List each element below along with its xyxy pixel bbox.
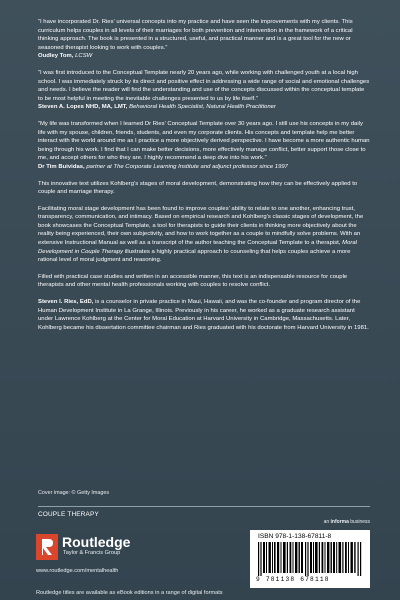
- informa-tagline: an informa business: [323, 519, 370, 525]
- author-bio: Steven I. Ries, EdD, is a counselor in private practice in Maui, Hawaii, and was the co-founder and program director of the Human Development Institute in La Grange, Illinois. Previously in his career, he worked as a graduate research assistant under Lawrence Kohlberg at the Center for Moral Education at Harvard University in Cambridge, Massachusetts. Later, Kohlberg became his dissertation committee chairman and Ries graduated with his doctorate from Harvard University in 1981.: [38, 299, 369, 331]
- testimonial-text: “I have incorporated Dr. Ries’ universal concepts into my practice and have seen the improvements with my clients. This curriculum helps couples in all levels of their marriages for both prevention and intervention in the framework of a critical thinking approach. The book is presented in a structured, useful, and practical manner and is a great tool for the new or seasoned therapist looking to work with couples.”: [38, 19, 353, 51]
- testimonial-attribution: Dr Tim Buividas, partner at The Corporate Learning Institute and adjunct professor since 1997: [38, 163, 288, 170]
- description-intro: This innovative text utilizes Kohlberg’s stages of moral development, demonstrating how they can be effectively applied to couple and marriage therapy.: [38, 180, 358, 196]
- testimonial-2: [38, 69, 370, 112]
- publisher-footer: [30, 526, 370, 596]
- publisher-logo: [36, 532, 196, 568]
- barcode-icon: [258, 542, 362, 576]
- book-title: Moral Development in Couple Therapy: [38, 240, 358, 255]
- divider: [38, 506, 370, 507]
- publisher-name: Routledge: [62, 534, 131, 550]
- testimonial-1: [38, 18, 370, 61]
- publisher-group: Taylor & Francis Group: [63, 550, 121, 556]
- testimonial-text: “My life was transformed when I learned Dr Ries’ Conceptual Template over 30 years ago. I still use his concepts in my daily life with my spouse, children, friends, students, and even my corporate clients. His concepts and template help me better interact with the world around me as I practice a more objectively derived perspective. I have become a more authentic human being through his work. I find that I can make better decisions, more effectively manage conflict, better support those close to me, and accept others for who they are. I highly recommend a deep dive into his work.”: [38, 120, 370, 162]
- ebook-note: Routledge titles are available as eBook editions in a range of digital formats: [36, 590, 223, 596]
- testimonial-attribution: Steven A. Lopes NHD, MA, LMT, Behavioral Health Specialist, Natural Health Practitioner: [38, 104, 276, 111]
- routledge-logo-icon: [36, 534, 58, 560]
- publisher-url[interactable]: www.routledge.com/mentalhealth: [36, 568, 119, 574]
- isbn-number: ISBN 978-1-138-67811-8: [258, 533, 332, 540]
- cover-image-credit: Cover image: © Getty Images: [38, 490, 110, 496]
- description-closing: Filled with practical case studies and written in an accessible manner, this text is an indispensable resource for couple therapists and other mental health professionals working with couples to resolve conflict.: [38, 273, 348, 289]
- subject-category: COUPLE THERAPY: [38, 511, 99, 518]
- isbn-barcode: [250, 530, 370, 588]
- barcode-digits: 9 781138 678118: [256, 576, 330, 583]
- description-body: Facilitating moral stage development has been found to improve couples’ ability to relate to one another, enhancing trust, transparency, communication, and intimacy. Based on empirical research and Kohlberg’s classic stages of development, the book showcases the Conceptual Template, a tool for therapists to guide their clients in thinking more objectively about the reality being experienced, their own subjectivity, and how to work together as a couple to mindfully solve problems. With an extensive Instructional Manual as well as a transcript of the author teaching the Conceptual Template to a therapist, Moral Development in Couple Therapy illustrates a highly practical approach to counseling that helps couples achieve a more rational level of moral judgment and reasoning.: [38, 205, 364, 264]
- testimonial-attribution: Oudley Tom, LCSW: [38, 53, 93, 60]
- testimonial-3: [38, 120, 370, 172]
- cover-text: [38, 18, 370, 340]
- testimonial-text: “I was first introduced to the Conceptual Template nearly 20 years ago, while working with challenged youth at a local high school. I was immediately struck by its direct and positive effect in addressing a wide range of social and emotional challenges and needs. I believe the reader will find the understanding and use of the concepts discussed within the conceptual template to be most helpful in meeting the inevitable challenges presented to us by life itself.”: [38, 69, 370, 102]
